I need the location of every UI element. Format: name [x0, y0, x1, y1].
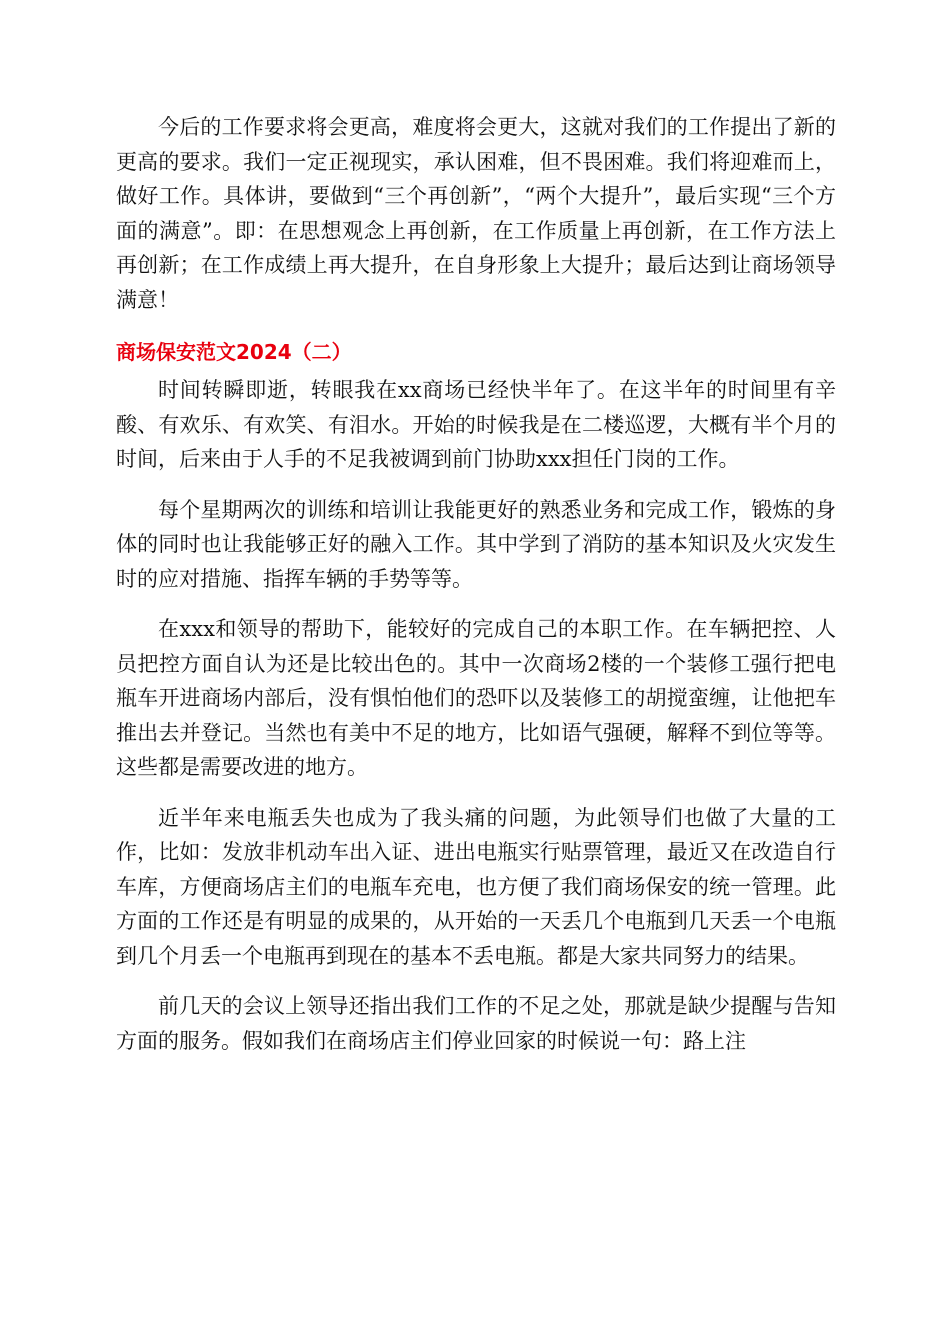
paragraph-intro: 今后的工作要求将会更高，难度将会更大，这就对我们的工作提出了新的更高的要求。我们一定正视现实，承认困难，但不畏困难。我们将迎难而上，做好工作。具体讲，要做到“三个再创新”，“两个大提升”，最后实现“三个方面的满意”。即：在思想观念上再创新，在工作质量上再创新，在工作方法上再创新；在工作成绩上再大提升，在自身形象上大提升；最后达到让商场领导满意！ [116, 115, 836, 312]
document-body [116, 110, 836, 1058]
paragraph-2: 每个星期两次的训练和培训让我能更好的熟悉业务和完成工作，锻炼的身体的同时也让我能够正好的融入工作。其中学到了消防的基本知识及火灾发生时的应对措施、指挥车辆的手势等等。 [116, 497, 836, 591]
paragraph-5: 前几天的会议上领导还指出我们工作的不足之处，那就是缺少提醒与告知方面的服务。假如我们在商场店主们停业回家的时候说一句：路上注 [116, 994, 836, 1053]
paragraph-3: 在xxx和领导的帮助下，能较好的完成自己的本职工作。在车辆把控、人员把控方面自认为还是比较出色的。其中一次商场2楼的一个装修工强行把电瓶车开进商场内部后，没有惧怕他们的恐吓以及装修工的胡搅蛮缠，让他把车推出去并登记。当然也有美中不足的地方，比如语气强硬，解释不到位等等。这些都是需要改进的地方。 [116, 617, 836, 779]
paragraph-1: 时间转瞬即逝，转眼我在xx商场已经快半年了。在这半年的时间里有辛酸、有欢乐、有欢笑、有泪水。开始的时候我是在二楼巡逻，大概有半个月的时间，后来由于人手的不足我被调到前门协助xxx担任门岗的工作。 [116, 378, 836, 471]
section-heading: 商场保安范文2024（二） [116, 340, 352, 364]
paragraph-4: 近半年来电瓶丢失也成为了我头痛的问题，为此领导们也做了大量的工作，比如：发放非机动车出入证、进出电瓶实行贴票管理，最近又在改造自行车库，方便商场店主们的电瓶车充电，也方便了我们商场保安的统一管理。此方面的工作还是有明显的成果的，从开始的一天丢几个电瓶到几天丢一个电瓶到几个月丢一个电瓶再到现在的基本不丢电瓶。都是大家共同努力的结果。 [116, 805, 836, 968]
